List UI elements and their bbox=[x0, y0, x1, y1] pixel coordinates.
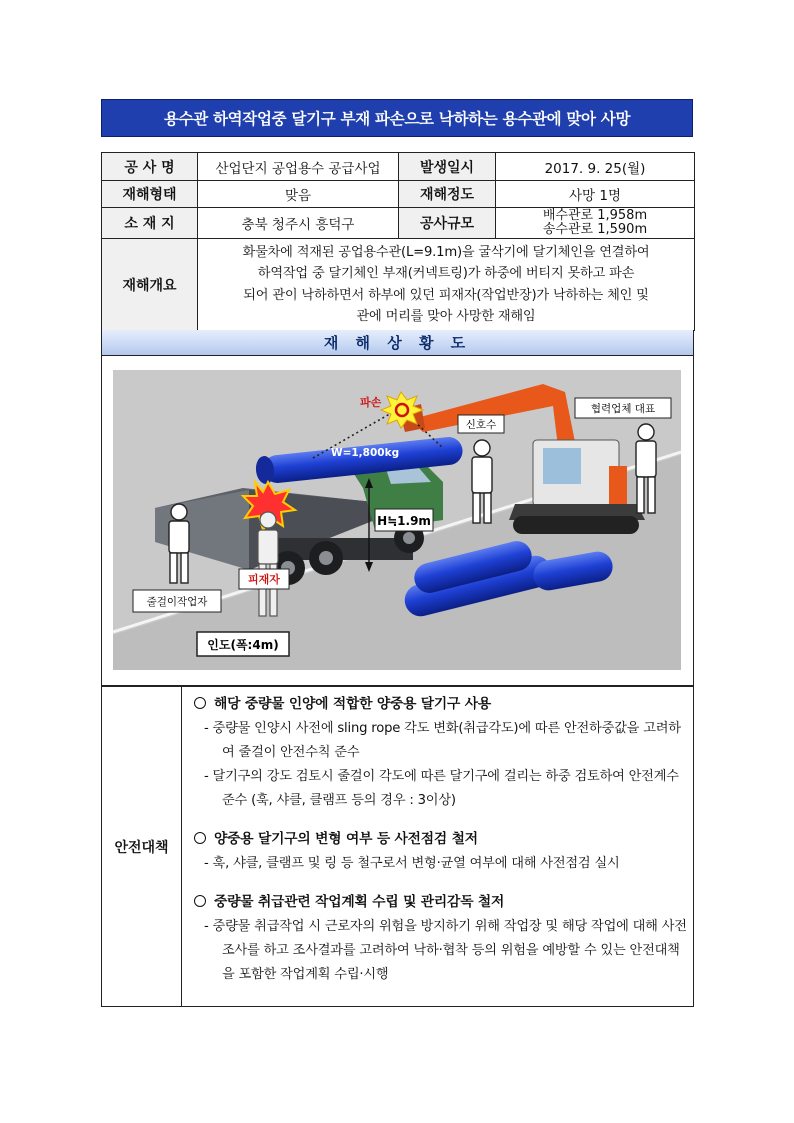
safety-heading-2 bbox=[190, 826, 690, 852]
location-value: 충북 청주시 흥덕구 bbox=[198, 208, 399, 239]
label-height: H≒1.9m bbox=[377, 514, 431, 528]
document-title: 용수관 하역작업중 달기구 부재 파손으로 낙하하는 용수관에 맞아 사망 bbox=[163, 110, 631, 128]
summary-line: 하역작업 중 달기체인 부재(커넥트링)가 하중에 버티지 못하고 파손 bbox=[257, 266, 635, 281]
scene-section-header bbox=[101, 330, 694, 356]
safety-heading-3 bbox=[190, 889, 690, 915]
accident-type-value: 맞음 bbox=[198, 181, 399, 208]
accident-type-label: 재해형태 bbox=[102, 181, 198, 208]
summary-text bbox=[198, 239, 695, 331]
safety-body bbox=[190, 691, 690, 987]
project-name-value: 산업단지 공업용수 공급사업 bbox=[198, 153, 399, 181]
safety-measures-section bbox=[101, 686, 694, 1007]
severity-label: 재해정도 bbox=[399, 181, 496, 208]
scale-value bbox=[496, 208, 695, 239]
summary-line: 화물차에 적재된 공업용수관(L=9.1m)을 굴삭기에 달기체인을 연결하여 bbox=[242, 244, 650, 260]
safety-item: - 중량물 취급작업 시 근로자의 위험을 방지하기 위해 작업장 및 해당 작업에 대해 사전조사를 하고 조사결과를 고려하여 낙하·협착 등의 위험을 예방할 수 있는 안전대책을 포함한 작업계획 수립·시행 bbox=[204, 919, 687, 982]
project-name-label: 공 사 명 bbox=[102, 153, 198, 181]
safety-item: - 중량물 인양시 사전에 sling rope 각도 변화(취급각도)에 따른 안전하중값을 고려하여 줄걸이 안전수칙 준수 bbox=[204, 721, 681, 760]
safety-heading-1 bbox=[190, 691, 690, 717]
summary-label: 재해개요 bbox=[102, 239, 198, 331]
safety-label: 안전대책 bbox=[102, 687, 182, 1006]
safety-item: - 달기구의 강도 검토시 줄걸이 각도에 따른 달기구에 걸리는 하중 검토하여 안전계수 준수 (훅, 샤클, 클램프 등의 경우 : 3이상) bbox=[204, 769, 679, 808]
break-burst-icon bbox=[381, 392, 423, 428]
label-rigger: 줄걸이작업자 bbox=[146, 596, 208, 608]
label-breakage: 파손 bbox=[360, 396, 382, 409]
summary-line: 관에 머리를 맞아 사망한 재해임 bbox=[356, 309, 536, 324]
severity-value: 사망 1명 bbox=[496, 181, 695, 208]
label-weight: W=1,800kg bbox=[331, 447, 400, 459]
label-signaler: 신호수 bbox=[465, 419, 497, 431]
label-sidewalk: 인도(폭:4m) bbox=[207, 638, 279, 652]
scene-frame bbox=[101, 356, 694, 686]
label-victim: 피재자 bbox=[248, 573, 280, 586]
safety-item: - 훅, 샤클, 클램프 및 링 등 철구로서 변형·균열 여부에 대해 사전점검 실시 bbox=[204, 856, 620, 871]
safety-heading-text: 중량물 취급관련 작업계획 수립 및 관리감독 철저 bbox=[214, 894, 505, 910]
location-label: 소 재 지 bbox=[102, 208, 198, 239]
scene-section-title: 재 해 상 황 도 bbox=[323, 334, 472, 352]
scale-line-1: 배수관로 1,958m bbox=[542, 208, 648, 223]
circle-bullet-icon bbox=[194, 697, 206, 709]
safety-heading-text: 해당 중량물 인양에 적합한 양중용 달기구 사용 bbox=[214, 696, 492, 712]
scale-line-2: 송수관로 1,590m bbox=[542, 222, 648, 237]
safety-heading-text: 양중용 달기구의 변형 여부 등 사전점검 철저 bbox=[214, 831, 478, 847]
summary-line: 되어 관이 낙하하면서 하부에 있던 피재자(작업반장)가 낙하하는 체인 및 bbox=[243, 287, 649, 303]
scale-label: 공사규모 bbox=[399, 208, 496, 239]
circle-bullet-icon bbox=[194, 895, 206, 907]
date-label: 발생일시 bbox=[399, 153, 496, 181]
accident-scene-illustration bbox=[113, 370, 681, 670]
accident-info-table bbox=[101, 152, 695, 331]
circle-bullet-icon bbox=[194, 832, 206, 844]
date-value: 2017. 9. 25(월) bbox=[496, 153, 695, 181]
document-title-bar bbox=[101, 99, 693, 137]
label-partner-rep: 협력업체 대표 bbox=[590, 403, 656, 415]
